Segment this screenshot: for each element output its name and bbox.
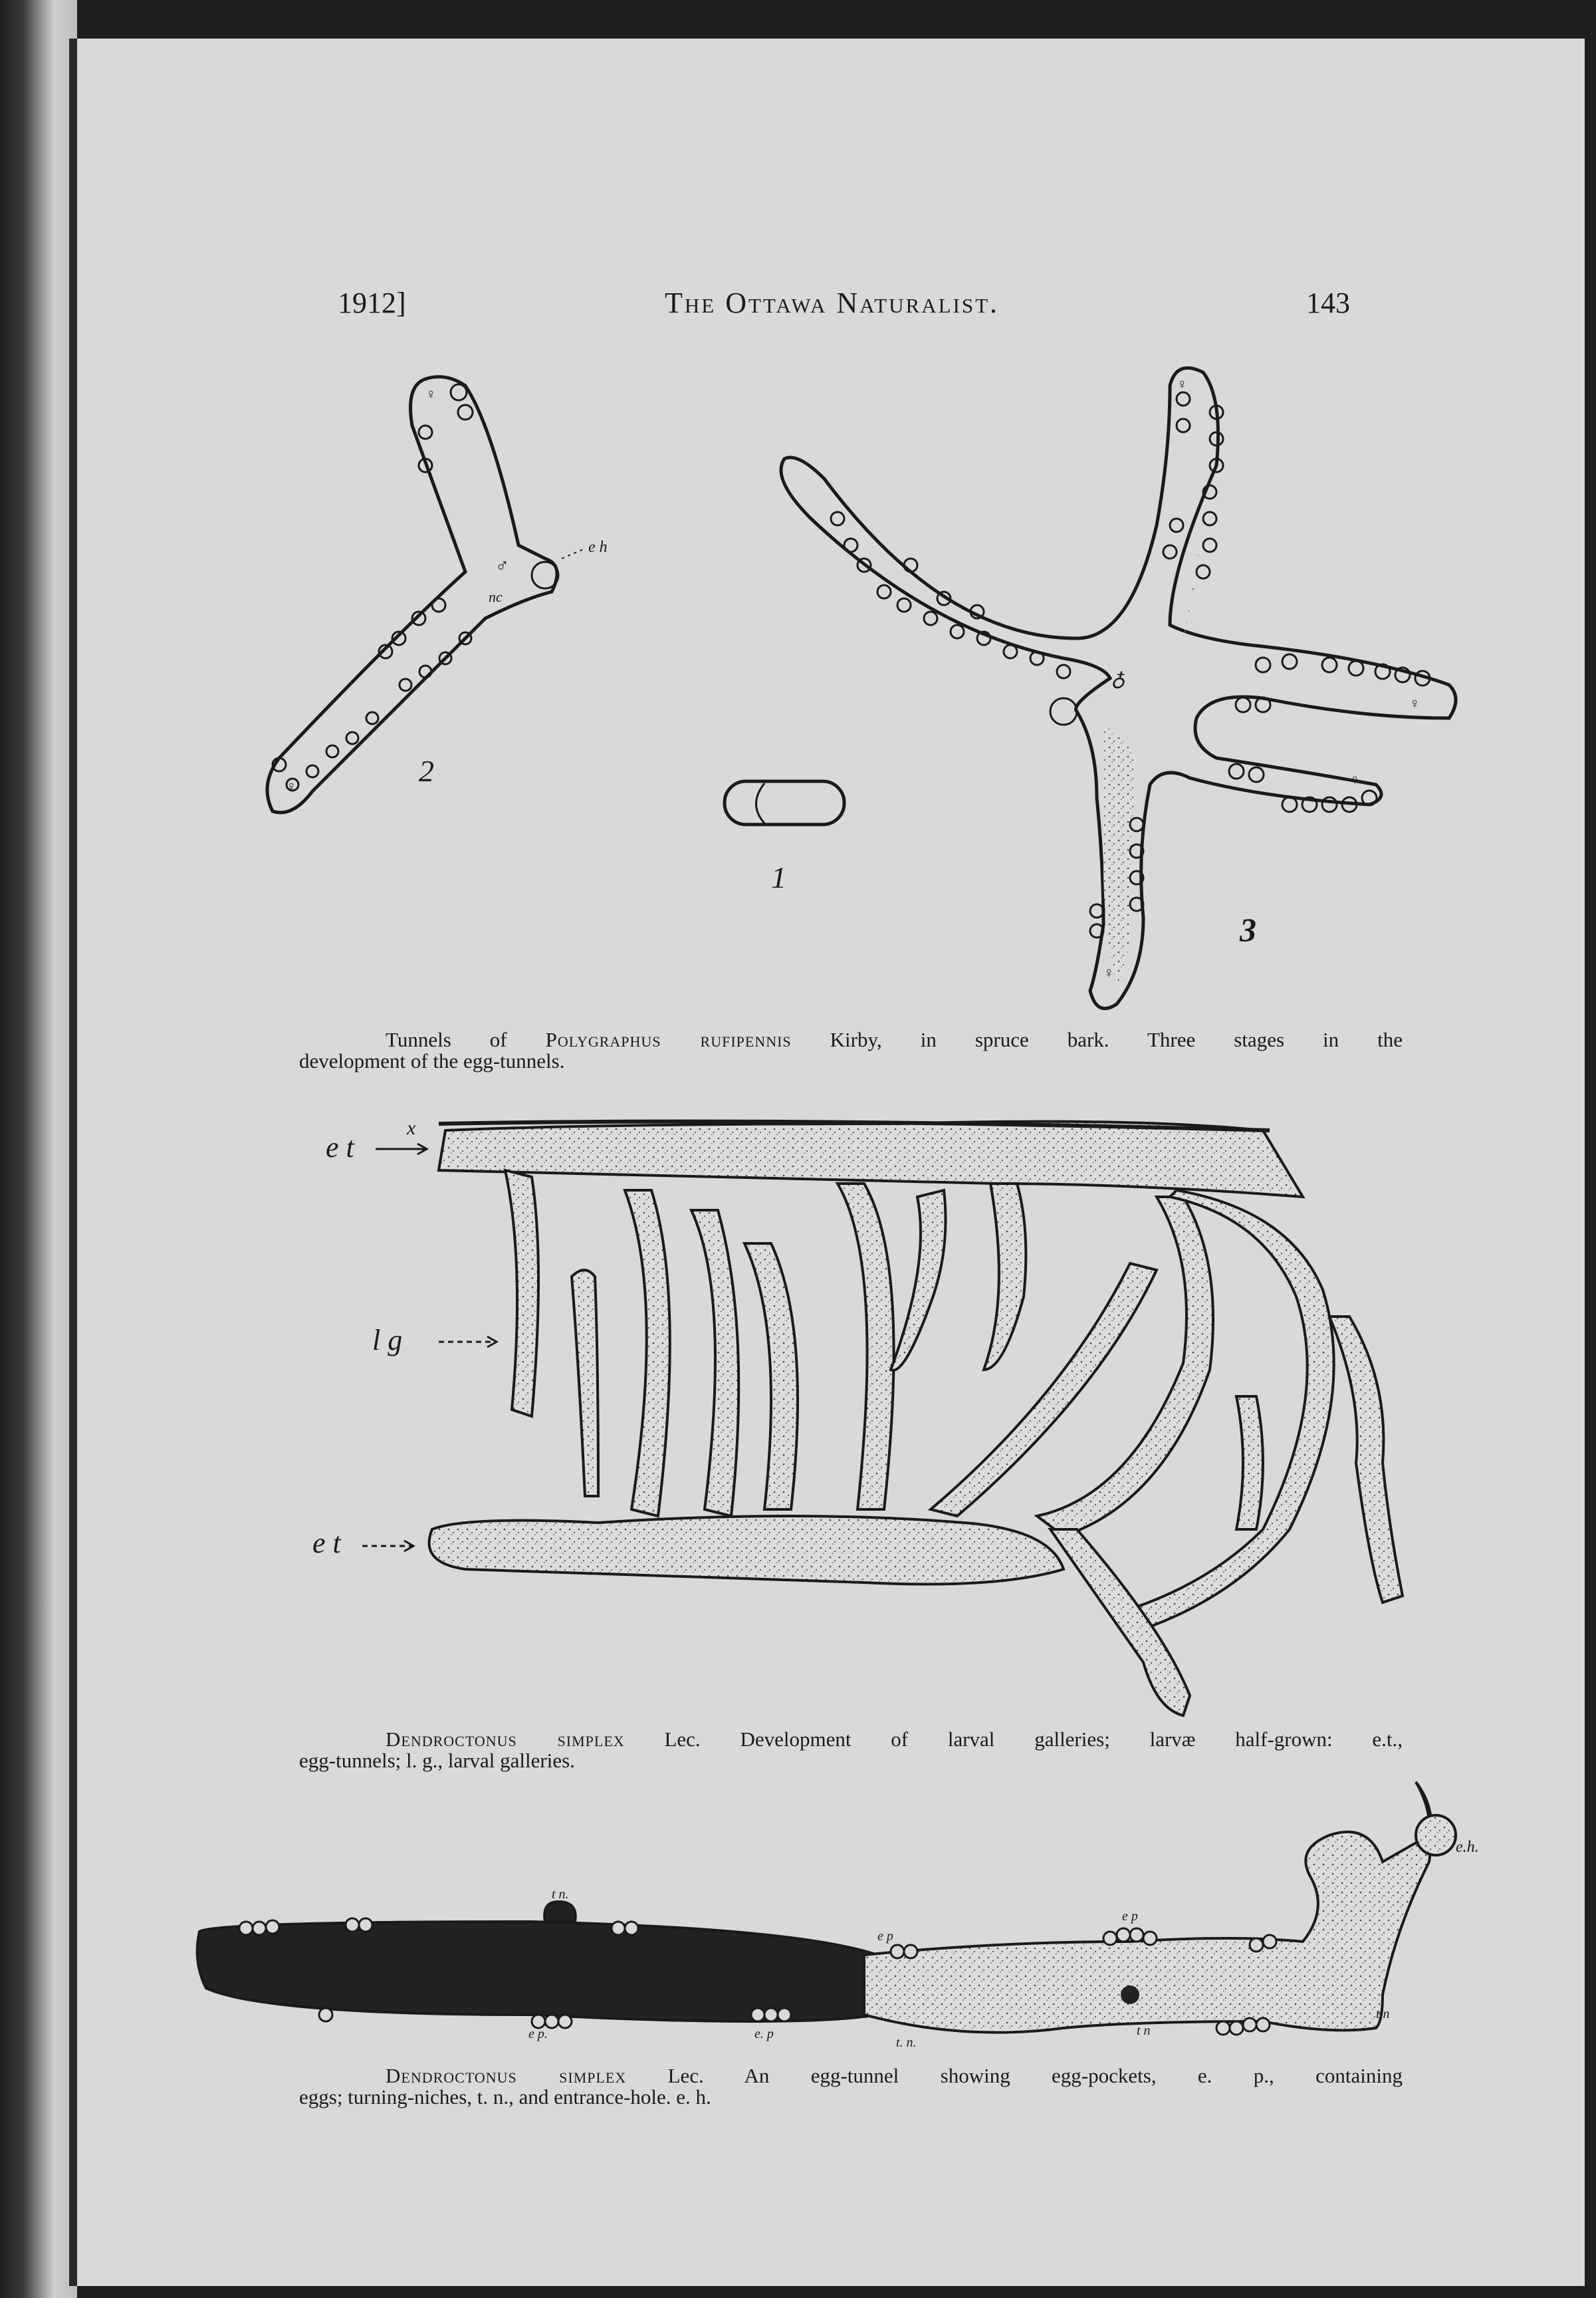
stage-1-egg-entrance — [725, 781, 844, 825]
egg-tunnel-top — [439, 1122, 1303, 1197]
beetle-symbol-stage3: ♁ — [1110, 671, 1125, 693]
female-symbol-stage2-bottom: ♀ — [286, 778, 297, 795]
female-symbol-stage3-bottom: ♀ — [1103, 964, 1115, 981]
label-tn-right: t n — [1137, 2023, 1151, 2038]
label-tn-end: t n — [1376, 2007, 1390, 2021]
female-symbol-stage3-right: ♀ — [1409, 695, 1421, 711]
caption-1-species: Polygraphus rufipennis — [545, 1028, 792, 1051]
egg-tunnel-bottom — [429, 1516, 1064, 1585]
caption-2-line2: egg-tunnels; l. g., larval galleries. — [299, 1749, 575, 1772]
entrance-hole — [1416, 1815, 1456, 1855]
figure-1-caption — [299, 1029, 1403, 1072]
label-tn-mid: t. n. — [896, 2035, 917, 2050]
figure-egg-tunnel — [197, 1782, 1456, 2035]
female-symbol-stage3-lower: ♀ — [1349, 771, 1361, 788]
label-entrance-hole-eh: e.h. — [1456, 1839, 1479, 1856]
label-et-top: e t — [326, 1131, 354, 1164]
female-symbol-stage3-top: ♀ — [1177, 376, 1188, 392]
larval-gallery-branches — [505, 1170, 1403, 1716]
turning-niche-dark — [1121, 1985, 1139, 2004]
header-journal-title: The Ottawa Naturalist. — [665, 287, 1000, 319]
caption-1-prefix: Tunnels of — [386, 1028, 546, 1051]
figure-3-caption — [299, 2065, 1403, 2108]
label-entrance-hole: e h — [588, 539, 608, 556]
fig-number-3: 3 — [1240, 911, 1256, 948]
turning-niche-top — [544, 1902, 576, 1922]
label-et-bottom: e t — [312, 1527, 341, 1559]
egg-tunnel-stippled-section — [864, 1782, 1431, 2033]
label-x: x — [407, 1117, 416, 1139]
caption-3-line2: eggs; turning-niches, t. n., and entrance-hole. e. h. — [299, 2085, 711, 2108]
caption-2-rest: Lec. Development of larval galleries; larvæ half-grown: e.t., — [624, 1727, 1403, 1751]
caption-1-rest: Kirby, in spruce bark. Three stages in the — [791, 1028, 1403, 1051]
egg-tunnel-dark-section — [197, 1922, 877, 2021]
caption-3-species: Dendroctonus simplex — [386, 2064, 627, 2087]
label-ep-mid: e. p — [754, 2027, 774, 2041]
fig-number-2: 2 — [419, 754, 434, 788]
label-tn-top: t n. — [552, 1887, 569, 1902]
female-symbol-stage2-top: ♀ — [425, 386, 437, 402]
label-ep-right-top: e p — [1122, 1909, 1138, 1924]
label-ep-mid-top: e p — [877, 1929, 893, 1944]
header-page-number: 143 — [1306, 287, 1350, 319]
figure-2-caption — [299, 1729, 1403, 1771]
caption-3-rest: Lec. An egg-tunnel showing egg-pockets, e. p., containing — [626, 2064, 1403, 2087]
figure-polygraphus-tunnels — [267, 368, 1456, 1008]
label-lg: l g — [372, 1324, 403, 1356]
stage-2-tunnel — [267, 377, 585, 813]
figure-larval-galleries — [429, 1122, 1403, 1716]
caption-1-line2: development of the egg-tunnels. — [299, 1049, 565, 1073]
caption-2-species: Dendroctonus simplex — [386, 1727, 625, 1751]
label-nuptial-chamber: nc — [489, 588, 503, 605]
figure-2-labels — [312, 1117, 497, 1559]
male-symbol: ♂ — [495, 556, 509, 576]
label-ep-left: e p. — [528, 2027, 548, 2041]
fig-number-1: 1 — [771, 860, 786, 894]
header-year: 1912] — [338, 287, 406, 319]
